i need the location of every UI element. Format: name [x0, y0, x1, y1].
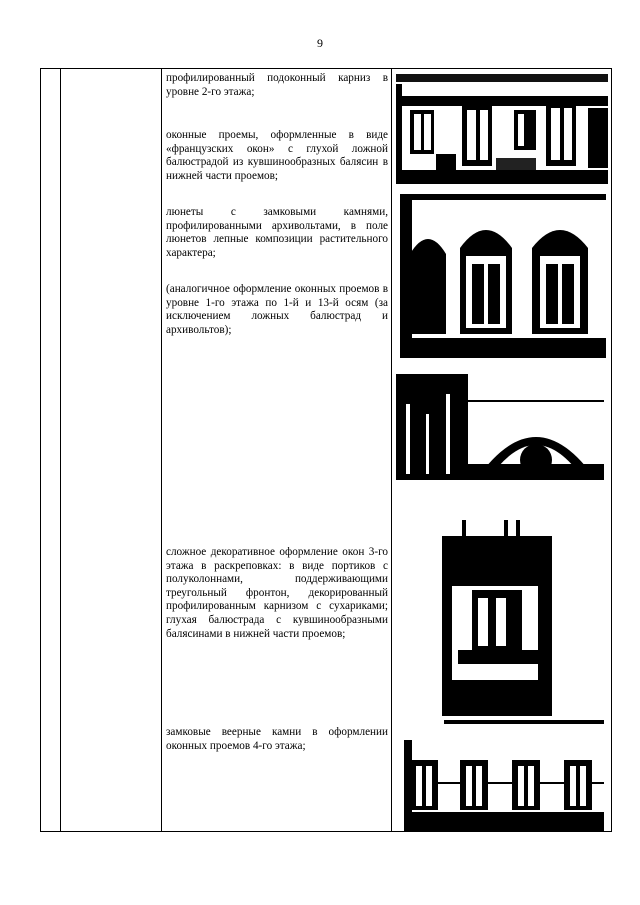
column-divider — [161, 69, 162, 831]
facade-windows-second-floor-photo — [396, 74, 608, 184]
description-text-4: (аналогичное оформление оконных проемов в уровне 1-го этажа по 1-й и 13-й осям (за исключением ложных балюстрад и архивольтов); — [166, 283, 388, 336]
column-divider — [60, 69, 61, 831]
lunette-detail-photo — [396, 374, 604, 480]
column-divider — [391, 69, 392, 831]
description-text-6: замковые веерные камни в оформлении оконных проемов 4-го этажа; — [166, 726, 388, 752]
page-number: 9 — [317, 36, 323, 50]
lunette-windows-photo — [400, 194, 606, 358]
description-text-5: сложное декоративное оформление окон 3-го этажа в раскреповках: в виде портиков с полуколоннами, поддерживающими треугольный фронтон, декорированный профилированным карнизом с сухариками; глухая балюстрада с кувшинообразными балясинами в нижней части проемов; — [166, 546, 388, 640]
description-text-3: люнеты с замковыми камнями, профилированными архивольтами, в поле люнетов лепные композиции растительного характера; — [166, 206, 388, 259]
fourth-floor-windows-photo — [404, 720, 604, 832]
description-text-1: профилированный подоконный карниз в уровне 2-го этажа; — [166, 72, 388, 98]
portico-window-third-floor-photo — [442, 520, 552, 716]
description-text-2: оконные проемы, оформленные в виде «французских окон» с глухой ложной балюстрадой из кувшинообразных балясин в нижней части проемов; — [166, 129, 388, 182]
